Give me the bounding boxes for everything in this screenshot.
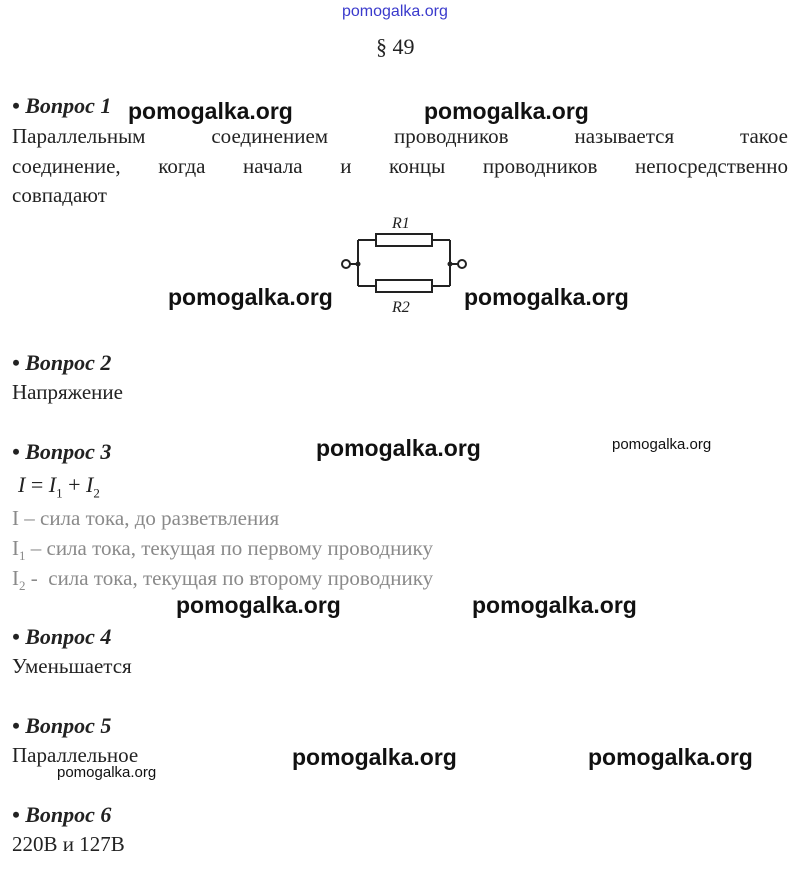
definition-current-2: $I_2$ - сила тока, текущая по второму проводнику xyxy=(12,566,434,594)
question-1-heading: • Вопрос 1 xyxy=(12,93,112,118)
definition-current-1: $I_1$ – сила тока, текущая по первому проводнику xyxy=(12,536,433,564)
question-4-heading: • Вопрос 4 xyxy=(12,624,112,649)
question-6-heading: • Вопрос 6 xyxy=(12,802,112,827)
question-1-line-3: совпадают xyxy=(12,183,107,207)
resistor-r1 xyxy=(376,234,432,246)
question-3-heading: • Вопрос 3 xyxy=(12,439,112,464)
watermark-small: pomogalka.org xyxy=(57,764,157,781)
question-5-answer: Параллельное xyxy=(12,743,139,767)
watermark: pomogalka.org xyxy=(316,435,481,461)
parallel-circuit-diagram xyxy=(330,208,480,318)
question-2-heading: • Вопрос 2 xyxy=(12,350,112,375)
right-terminal xyxy=(458,260,466,268)
resistor-r2 xyxy=(376,280,432,292)
watermark: pomogalka.org xyxy=(168,284,333,310)
question-6-answer: 220В и 127В xyxy=(12,832,125,856)
label-r1: R1 xyxy=(392,215,410,232)
watermark: pomogalka.org xyxy=(176,592,341,618)
current-formula: $I = I_1 + I_2$ xyxy=(18,472,100,501)
section-number: § 49 xyxy=(376,34,415,59)
question-4-answer: Уменьшается xyxy=(12,654,132,678)
definition-total-current: I – сила тока, до разветвления xyxy=(12,506,280,530)
watermark: pomogalka.org xyxy=(128,98,293,124)
left-terminal xyxy=(342,260,350,268)
watermark: pomogalka.org xyxy=(464,284,629,310)
question-1-line-2: соединение, когда начала и концы проводников непосредственно xyxy=(12,154,788,178)
question-2-answer: Напряжение xyxy=(12,380,123,404)
watermark-small: pomogalka.org xyxy=(612,436,712,453)
label-r2: R2 xyxy=(392,299,410,316)
watermark: pomogalka.org xyxy=(424,98,589,124)
question-1-line-1: Параллельным соединением проводников называется такое xyxy=(12,124,788,148)
watermark: pomogalka.org xyxy=(588,744,753,770)
top-watermark: pomogalka.org xyxy=(342,3,448,20)
question-5-heading: • Вопрос 5 xyxy=(12,713,112,738)
watermark: pomogalka.org xyxy=(472,592,637,618)
watermark: pomogalka.org xyxy=(292,744,457,770)
